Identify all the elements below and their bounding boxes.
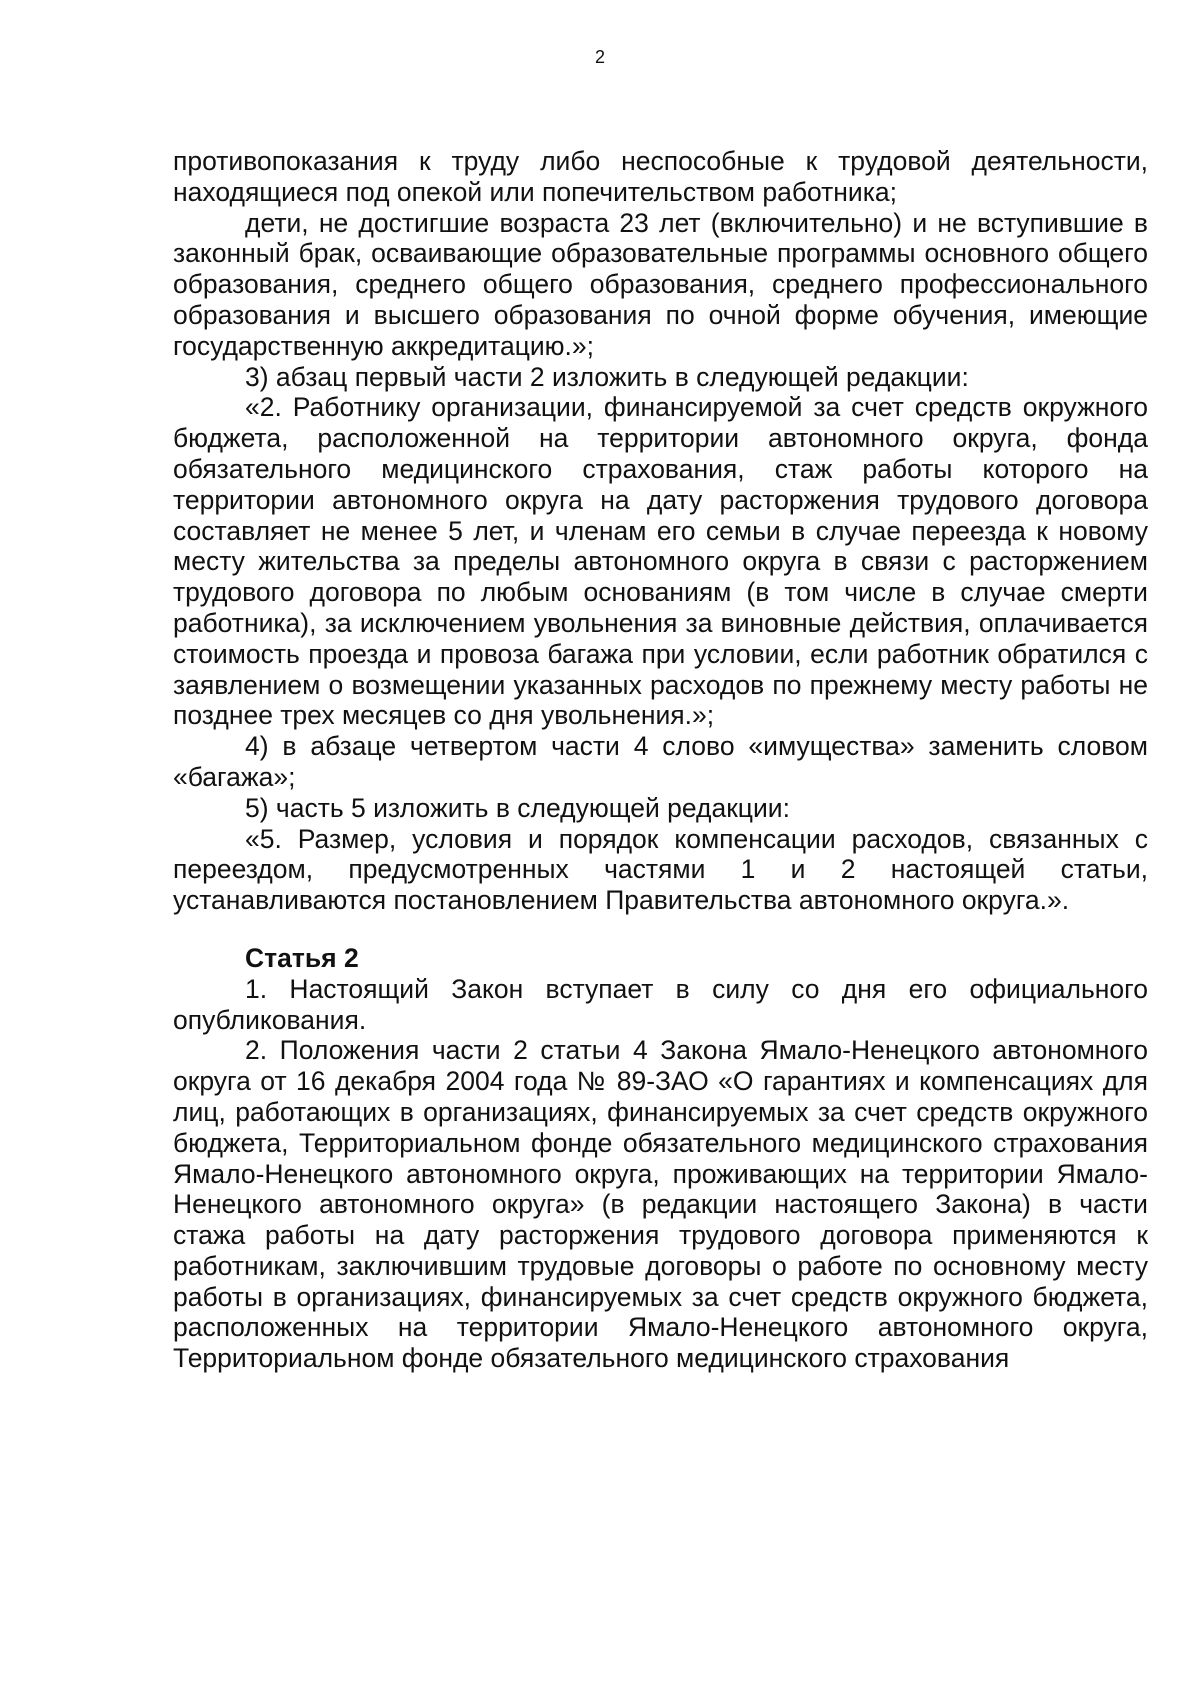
paragraph-item-5: 5) часть 5 изложить в следующей редакции: xyxy=(245,792,790,823)
paragraph-item-3: 3) абзац первый части 2 изложить в следующей редакции: xyxy=(245,361,969,392)
paragraph-article-2-item-1: 1. Настоящий Закон вступает в силу со дня его официального опубликования. xyxy=(173,973,1148,1035)
paragraph-children-clause: дети, не достигшие возраста 23 лет (включительно) и не вступившие в законный брак, осваивающие образовательные программы основного общего образования, среднего общего образования, среднего профессионального образования и высшего образования по очной форме обучения, имеющие государственную аккредитацию.»; xyxy=(173,207,1148,361)
paragraph-item-4: 4) в абзаце четвертом части 4 слово «имущества» заменить словом «багажа»; xyxy=(173,731,1148,792)
article-heading: Статья 2 xyxy=(245,942,359,973)
page-number: 2 xyxy=(594,47,605,67)
document-body xyxy=(173,146,1148,1374)
paragraph-article-2-item-2: 2. Положения части 2 статьи 4 Закона Ямало-Ненецкого автономного округа от 16 декабря 2004 года № 89-ЗАО «О гарантиях и компенсациях для лиц, работающих в организациях, финансируемых за счет средств окружного бюджета, Территориальном фонде обязательного медицинского страхования Ямало-Ненецкого автономного округа, проживающих на территории Ямало-Ненецкого автономного округа» (в редакции настоящего Закона) в части стажа работы на дату расторжения трудового договора применяются к работникам, заключившим трудовые договоры о работе по основному месту работы в организациях, финансируемых за счет средств окружного бюджета, расположенных на территории Ямало-Ненецкого автономного округа, Территориальном фонде обязательного медицинского страхования xyxy=(173,1035,1148,1374)
paragraph-part-5-text: «5. Размер, условия и порядок компенсации расходов, связанных с переездом, предусмотренных частями 1 и 2 настоящей статьи, устанавливаются постановлением Правительства автономного округа.». xyxy=(173,823,1148,916)
paragraph-part-2-text: «2. Работнику организации, финансируемой за счет средств окружного бюджета, расположенной на территории автономного округа, фонда обязательного медицинского страхования, стаж работы которого на территории автономного округа на дату расторжения трудового договора составляет не менее 5 лет, и членам его семьи в случае переезда к новому месту жительства за пределы автономного округа в связи с расторжением трудового договора по любым основаниям (в том числе в случае смерти работника), за исключением увольнения за виновные действия, оплачивается стоимость проезда и провоза багажа при условии, если работник обратился с заявлением о возмещении указанных расходов по прежнему месту работы не позднее трех месяцев со дня увольнения.»; xyxy=(173,392,1148,731)
paragraph-continuation: противопоказания к труду либо неспособные к трудовой деятельности, находящиеся под опекой или попечительством работника; xyxy=(173,146,1148,207)
